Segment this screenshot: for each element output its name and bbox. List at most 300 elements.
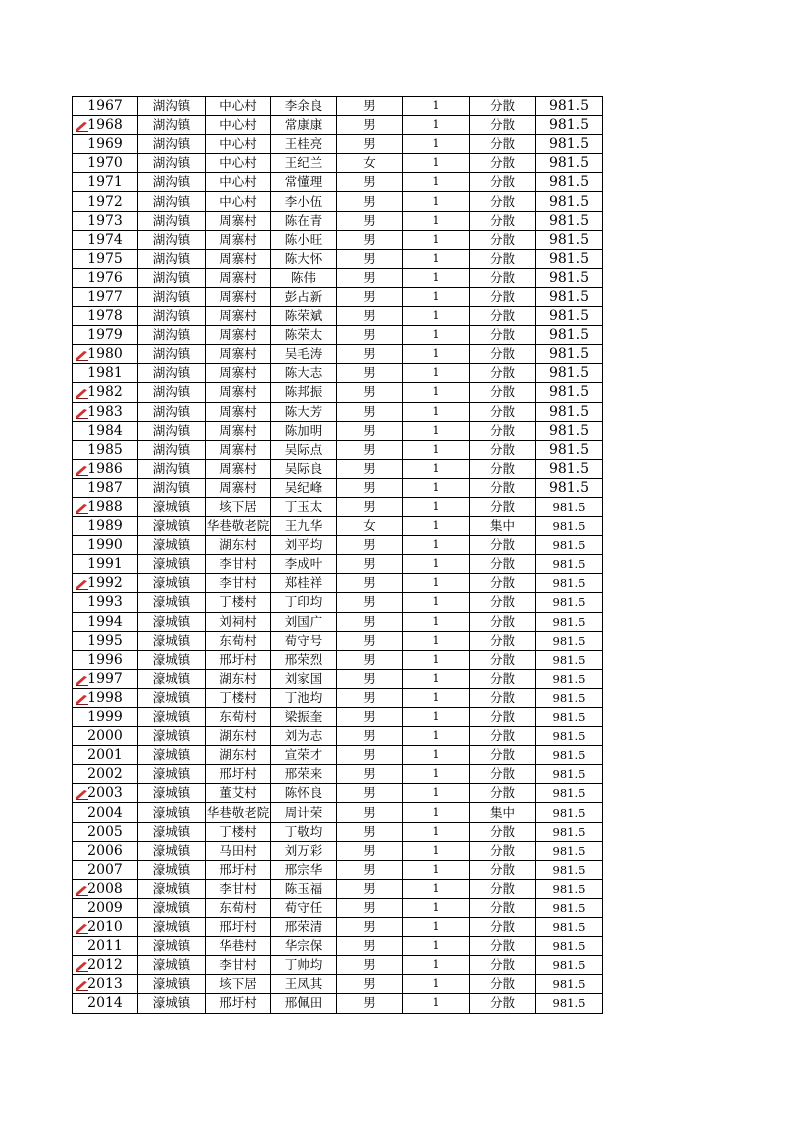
id-cell[interactable]: [73, 421, 138, 440]
count-cell[interactable]: 1: [403, 517, 470, 536]
town-cell[interactable]: 濠城镇: [138, 555, 206, 574]
village-cell[interactable]: 马田村: [206, 841, 271, 860]
village-cell[interactable]: 湖东村: [206, 669, 271, 688]
count-cell[interactable]: 1: [403, 803, 470, 822]
name-cell[interactable]: 陈邦振: [271, 383, 337, 402]
type-cell[interactable]: 分散: [470, 937, 536, 956]
amount-cell[interactable]: 981.5: [536, 765, 603, 784]
id-cell[interactable]: [73, 650, 138, 669]
count-cell[interactable]: 1: [403, 898, 470, 917]
name-cell[interactable]: 丁印均: [271, 593, 337, 612]
amount-cell[interactable]: 981.5: [536, 517, 603, 536]
village-cell[interactable]: 邢圩村: [206, 650, 271, 669]
type-cell[interactable]: 分散: [470, 727, 536, 746]
type-cell[interactable]: 分散: [470, 593, 536, 612]
town-cell[interactable]: 湖沟镇: [138, 192, 206, 211]
id-cell[interactable]: [73, 116, 138, 135]
amount-cell[interactable]: 981.5: [536, 879, 603, 898]
count-cell[interactable]: 1: [403, 135, 470, 154]
name-cell[interactable]: 刘家国: [271, 669, 337, 688]
count-cell[interactable]: 1: [403, 708, 470, 727]
count-cell[interactable]: 1: [403, 173, 470, 192]
gender-cell[interactable]: 男: [337, 937, 403, 956]
village-cell[interactable]: 周寨村: [206, 345, 271, 364]
amount-cell[interactable]: 981.5: [536, 860, 603, 879]
id-cell[interactable]: [73, 746, 138, 765]
count-cell[interactable]: 1: [403, 841, 470, 860]
count-cell[interactable]: 1: [403, 784, 470, 803]
type-cell[interactable]: 分散: [470, 879, 536, 898]
village-cell[interactable]: 周寨村: [206, 459, 271, 478]
count-cell[interactable]: 1: [403, 937, 470, 956]
gender-cell[interactable]: 男: [337, 173, 403, 192]
gender-cell[interactable]: 男: [337, 803, 403, 822]
type-cell[interactable]: 分散: [470, 402, 536, 421]
type-cell[interactable]: 分散: [470, 898, 536, 917]
town-cell[interactable]: 湖沟镇: [138, 440, 206, 459]
gender-cell[interactable]: 男: [337, 268, 403, 287]
gender-cell[interactable]: 男: [337, 536, 403, 555]
town-cell[interactable]: 濠城镇: [138, 688, 206, 707]
name-cell[interactable]: 刘平均: [271, 536, 337, 555]
id-cell[interactable]: [73, 994, 138, 1013]
id-cell[interactable]: [73, 478, 138, 497]
town-cell[interactable]: 濠城镇: [138, 517, 206, 536]
amount-cell[interactable]: 981.5: [536, 230, 603, 249]
village-cell[interactable]: 邢圩村: [206, 860, 271, 879]
amount-cell[interactable]: 981.5: [536, 154, 603, 173]
count-cell[interactable]: 1: [403, 421, 470, 440]
town-cell[interactable]: 濠城镇: [138, 574, 206, 593]
gender-cell[interactable]: 男: [337, 478, 403, 497]
name-cell[interactable]: 陈伟: [271, 268, 337, 287]
name-cell[interactable]: 丁帅均: [271, 956, 337, 975]
name-cell[interactable]: 邢荣烈: [271, 650, 337, 669]
type-cell[interactable]: 分散: [470, 784, 536, 803]
name-cell[interactable]: 刘国广: [271, 612, 337, 631]
type-cell[interactable]: 分散: [470, 612, 536, 631]
gender-cell[interactable]: 男: [337, 287, 403, 306]
id-cell[interactable]: [73, 688, 138, 707]
village-cell[interactable]: 中心村: [206, 135, 271, 154]
gender-cell[interactable]: 男: [337, 192, 403, 211]
count-cell[interactable]: 1: [403, 230, 470, 249]
amount-cell[interactable]: 981.5: [536, 574, 603, 593]
id-cell[interactable]: [73, 268, 138, 287]
amount-cell[interactable]: 981.5: [536, 287, 603, 306]
amount-cell[interactable]: 981.5: [536, 975, 603, 994]
count-cell[interactable]: 1: [403, 650, 470, 669]
town-cell[interactable]: 濠城镇: [138, 822, 206, 841]
amount-cell[interactable]: 981.5: [536, 135, 603, 154]
type-cell[interactable]: 分散: [470, 459, 536, 478]
town-cell[interactable]: 濠城镇: [138, 784, 206, 803]
name-cell[interactable]: 郑桂祥: [271, 574, 337, 593]
type-cell[interactable]: 集中: [470, 803, 536, 822]
id-cell[interactable]: [73, 975, 138, 994]
id-cell[interactable]: [73, 459, 138, 478]
village-cell[interactable]: 刘祠村: [206, 612, 271, 631]
id-cell[interactable]: [73, 364, 138, 383]
gender-cell[interactable]: 男: [337, 459, 403, 478]
id-cell[interactable]: [73, 517, 138, 536]
town-cell[interactable]: 濠城镇: [138, 727, 206, 746]
village-cell[interactable]: 东荀村: [206, 708, 271, 727]
amount-cell[interactable]: 981.5: [536, 631, 603, 650]
id-cell[interactable]: [73, 574, 138, 593]
id-cell[interactable]: [73, 784, 138, 803]
amount-cell[interactable]: 981.5: [536, 97, 603, 116]
id-cell[interactable]: [73, 326, 138, 345]
town-cell[interactable]: 濠城镇: [138, 708, 206, 727]
gender-cell[interactable]: 男: [337, 975, 403, 994]
type-cell[interactable]: 分散: [470, 536, 536, 555]
village-cell[interactable]: 垓下居: [206, 975, 271, 994]
name-cell[interactable]: 陈加明: [271, 421, 337, 440]
village-cell[interactable]: 中心村: [206, 116, 271, 135]
name-cell[interactable]: 梁振奎: [271, 708, 337, 727]
town-cell[interactable]: 濠城镇: [138, 650, 206, 669]
village-cell[interactable]: 周寨村: [206, 287, 271, 306]
type-cell[interactable]: 分散: [470, 860, 536, 879]
id-cell[interactable]: [73, 497, 138, 516]
town-cell[interactable]: 濠城镇: [138, 803, 206, 822]
village-cell[interactable]: 华巷村: [206, 937, 271, 956]
town-cell[interactable]: 濠城镇: [138, 975, 206, 994]
count-cell[interactable]: 1: [403, 459, 470, 478]
gender-cell[interactable]: 男: [337, 784, 403, 803]
type-cell[interactable]: 分散: [470, 765, 536, 784]
id-cell[interactable]: [73, 555, 138, 574]
town-cell[interactable]: 湖沟镇: [138, 326, 206, 345]
gender-cell[interactable]: 男: [337, 326, 403, 345]
amount-cell[interactable]: 981.5: [536, 326, 603, 345]
name-cell[interactable]: 陈怀良: [271, 784, 337, 803]
id-cell[interactable]: [73, 765, 138, 784]
amount-cell[interactable]: 981.5: [536, 956, 603, 975]
amount-cell[interactable]: 981.5: [536, 746, 603, 765]
name-cell[interactable]: 吴际良: [271, 459, 337, 478]
count-cell[interactable]: 1: [403, 593, 470, 612]
village-cell[interactable]: 湖东村: [206, 727, 271, 746]
amount-cell[interactable]: 981.5: [536, 593, 603, 612]
amount-cell[interactable]: 981.5: [536, 211, 603, 230]
town-cell[interactable]: 濠城镇: [138, 497, 206, 516]
town-cell[interactable]: 濠城镇: [138, 765, 206, 784]
name-cell[interactable]: 丁池均: [271, 688, 337, 707]
id-cell[interactable]: [73, 669, 138, 688]
name-cell[interactable]: 丁敬均: [271, 822, 337, 841]
village-cell[interactable]: 周寨村: [206, 402, 271, 421]
count-cell[interactable]: 1: [403, 746, 470, 765]
name-cell[interactable]: 周计荣: [271, 803, 337, 822]
id-cell[interactable]: [73, 383, 138, 402]
name-cell[interactable]: 丁玉太: [271, 497, 337, 516]
town-cell[interactable]: 濠城镇: [138, 898, 206, 917]
count-cell[interactable]: 1: [403, 154, 470, 173]
amount-cell[interactable]: 981.5: [536, 727, 603, 746]
count-cell[interactable]: 1: [403, 249, 470, 268]
id-cell[interactable]: [73, 803, 138, 822]
name-cell[interactable]: 陈大志: [271, 364, 337, 383]
gender-cell[interactable]: 男: [337, 708, 403, 727]
type-cell[interactable]: 分散: [470, 307, 536, 326]
village-cell[interactable]: 中心村: [206, 192, 271, 211]
count-cell[interactable]: 1: [403, 612, 470, 631]
town-cell[interactable]: 湖沟镇: [138, 478, 206, 497]
amount-cell[interactable]: 981.5: [536, 192, 603, 211]
gender-cell[interactable]: 男: [337, 956, 403, 975]
town-cell[interactable]: 湖沟镇: [138, 268, 206, 287]
count-cell[interactable]: 1: [403, 631, 470, 650]
amount-cell[interactable]: 981.5: [536, 536, 603, 555]
town-cell[interactable]: 濠城镇: [138, 956, 206, 975]
gender-cell[interactable]: 男: [337, 364, 403, 383]
gender-cell[interactable]: 男: [337, 307, 403, 326]
type-cell[interactable]: 分散: [470, 268, 536, 287]
count-cell[interactable]: 1: [403, 918, 470, 937]
id-cell[interactable]: [73, 154, 138, 173]
village-cell[interactable]: 李甘村: [206, 555, 271, 574]
gender-cell[interactable]: 男: [337, 746, 403, 765]
id-cell[interactable]: [73, 918, 138, 937]
id-cell[interactable]: [73, 937, 138, 956]
village-cell[interactable]: 周寨村: [206, 421, 271, 440]
type-cell[interactable]: 分散: [470, 994, 536, 1013]
gender-cell[interactable]: 男: [337, 421, 403, 440]
village-cell[interactable]: 湖东村: [206, 536, 271, 555]
town-cell[interactable]: 濠城镇: [138, 746, 206, 765]
town-cell[interactable]: 湖沟镇: [138, 421, 206, 440]
name-cell[interactable]: 李成叶: [271, 555, 337, 574]
count-cell[interactable]: 1: [403, 402, 470, 421]
name-cell[interactable]: 宣荣才: [271, 746, 337, 765]
town-cell[interactable]: 濠城镇: [138, 669, 206, 688]
name-cell[interactable]: 王凤其: [271, 975, 337, 994]
town-cell[interactable]: 濠城镇: [138, 841, 206, 860]
village-cell[interactable]: 周寨村: [206, 440, 271, 459]
gender-cell[interactable]: 男: [337, 879, 403, 898]
gender-cell[interactable]: 男: [337, 612, 403, 631]
name-cell[interactable]: 吴纪峰: [271, 478, 337, 497]
amount-cell[interactable]: 981.5: [536, 421, 603, 440]
count-cell[interactable]: 1: [403, 116, 470, 135]
id-cell[interactable]: [73, 173, 138, 192]
town-cell[interactable]: 湖沟镇: [138, 154, 206, 173]
gender-cell[interactable]: 男: [337, 631, 403, 650]
id-cell[interactable]: [73, 402, 138, 421]
id-cell[interactable]: [73, 192, 138, 211]
type-cell[interactable]: 分散: [470, 173, 536, 192]
type-cell[interactable]: 分散: [470, 688, 536, 707]
name-cell[interactable]: 吴毛涛: [271, 345, 337, 364]
count-cell[interactable]: 1: [403, 879, 470, 898]
village-cell[interactable]: 丁楼村: [206, 688, 271, 707]
name-cell[interactable]: 刘为志: [271, 727, 337, 746]
count-cell[interactable]: 1: [403, 440, 470, 459]
name-cell[interactable]: 王桂亮: [271, 135, 337, 154]
id-cell[interactable]: [73, 956, 138, 975]
gender-cell[interactable]: 男: [337, 994, 403, 1013]
type-cell[interactable]: 分散: [470, 287, 536, 306]
village-cell[interactable]: 垓下居: [206, 497, 271, 516]
id-cell[interactable]: [73, 708, 138, 727]
name-cell[interactable]: 彭占新: [271, 287, 337, 306]
name-cell[interactable]: 常懂理: [271, 173, 337, 192]
amount-cell[interactable]: 981.5: [536, 116, 603, 135]
count-cell[interactable]: 1: [403, 211, 470, 230]
gender-cell[interactable]: 男: [337, 97, 403, 116]
village-cell[interactable]: 东荀村: [206, 631, 271, 650]
name-cell[interactable]: 陈在青: [271, 211, 337, 230]
amount-cell[interactable]: 981.5: [536, 708, 603, 727]
count-cell[interactable]: 1: [403, 307, 470, 326]
amount-cell[interactable]: 981.5: [536, 440, 603, 459]
village-cell[interactable]: 李甘村: [206, 574, 271, 593]
count-cell[interactable]: 1: [403, 574, 470, 593]
gender-cell[interactable]: 男: [337, 574, 403, 593]
amount-cell[interactable]: 981.5: [536, 249, 603, 268]
count-cell[interactable]: 1: [403, 97, 470, 116]
name-cell[interactable]: 邢荣清: [271, 918, 337, 937]
town-cell[interactable]: 濠城镇: [138, 536, 206, 555]
amount-cell[interactable]: 981.5: [536, 555, 603, 574]
type-cell[interactable]: 分散: [470, 345, 536, 364]
type-cell[interactable]: 分散: [470, 383, 536, 402]
id-cell[interactable]: [73, 860, 138, 879]
village-cell[interactable]: 中心村: [206, 154, 271, 173]
name-cell[interactable]: 常康康: [271, 116, 337, 135]
type-cell[interactable]: 分散: [470, 249, 536, 268]
id-cell[interactable]: [73, 307, 138, 326]
gender-cell[interactable]: 男: [337, 822, 403, 841]
name-cell[interactable]: 王九华: [271, 517, 337, 536]
gender-cell[interactable]: 男: [337, 555, 403, 574]
gender-cell[interactable]: 男: [337, 345, 403, 364]
type-cell[interactable]: 分散: [470, 116, 536, 135]
gender-cell[interactable]: 男: [337, 918, 403, 937]
village-cell[interactable]: 丁楼村: [206, 822, 271, 841]
gender-cell[interactable]: 男: [337, 249, 403, 268]
amount-cell[interactable]: 981.5: [536, 898, 603, 917]
id-cell[interactable]: [73, 593, 138, 612]
name-cell[interactable]: 吴际点: [271, 440, 337, 459]
name-cell[interactable]: 华宗保: [271, 937, 337, 956]
gender-cell[interactable]: 男: [337, 593, 403, 612]
village-cell[interactable]: 丁楼村: [206, 593, 271, 612]
count-cell[interactable]: 1: [403, 688, 470, 707]
town-cell[interactable]: 濠城镇: [138, 631, 206, 650]
town-cell[interactable]: 濠城镇: [138, 994, 206, 1013]
town-cell[interactable]: 湖沟镇: [138, 402, 206, 421]
id-cell[interactable]: [73, 631, 138, 650]
amount-cell[interactable]: 981.5: [536, 803, 603, 822]
village-cell[interactable]: 周寨村: [206, 307, 271, 326]
town-cell[interactable]: 湖沟镇: [138, 116, 206, 135]
amount-cell[interactable]: 981.5: [536, 822, 603, 841]
town-cell[interactable]: 濠城镇: [138, 860, 206, 879]
type-cell[interactable]: 分散: [470, 211, 536, 230]
count-cell[interactable]: 1: [403, 497, 470, 516]
gender-cell[interactable]: 男: [337, 230, 403, 249]
village-cell[interactable]: 周寨村: [206, 478, 271, 497]
count-cell[interactable]: 1: [403, 822, 470, 841]
type-cell[interactable]: 分散: [470, 326, 536, 345]
town-cell[interactable]: 湖沟镇: [138, 383, 206, 402]
id-cell[interactable]: [73, 135, 138, 154]
type-cell[interactable]: 分散: [470, 555, 536, 574]
id-cell[interactable]: [73, 612, 138, 631]
village-cell[interactable]: 周寨村: [206, 249, 271, 268]
town-cell[interactable]: 濠城镇: [138, 937, 206, 956]
town-cell[interactable]: 湖沟镇: [138, 135, 206, 154]
town-cell[interactable]: 湖沟镇: [138, 173, 206, 192]
id-cell[interactable]: [73, 249, 138, 268]
gender-cell[interactable]: 男: [337, 898, 403, 917]
count-cell[interactable]: 1: [403, 994, 470, 1013]
amount-cell[interactable]: 981.5: [536, 478, 603, 497]
amount-cell[interactable]: 981.5: [536, 364, 603, 383]
id-cell[interactable]: [73, 879, 138, 898]
type-cell[interactable]: 分散: [470, 574, 536, 593]
type-cell[interactable]: 分散: [470, 650, 536, 669]
name-cell[interactable]: 荀守任: [271, 898, 337, 917]
count-cell[interactable]: 1: [403, 345, 470, 364]
type-cell[interactable]: 分散: [470, 154, 536, 173]
type-cell[interactable]: 分散: [470, 421, 536, 440]
town-cell[interactable]: 湖沟镇: [138, 97, 206, 116]
count-cell[interactable]: 1: [403, 975, 470, 994]
name-cell[interactable]: 李余良: [271, 97, 337, 116]
gender-cell[interactable]: 男: [337, 727, 403, 746]
type-cell[interactable]: 分散: [470, 192, 536, 211]
gender-cell[interactable]: 男: [337, 860, 403, 879]
id-cell[interactable]: [73, 822, 138, 841]
id-cell[interactable]: [73, 287, 138, 306]
village-cell[interactable]: 周寨村: [206, 230, 271, 249]
id-cell[interactable]: [73, 440, 138, 459]
village-cell[interactable]: 董艾村: [206, 784, 271, 803]
type-cell[interactable]: 分散: [470, 230, 536, 249]
amount-cell[interactable]: 981.5: [536, 669, 603, 688]
town-cell[interactable]: 湖沟镇: [138, 211, 206, 230]
count-cell[interactable]: 1: [403, 287, 470, 306]
amount-cell[interactable]: 981.5: [536, 994, 603, 1013]
amount-cell[interactable]: 981.5: [536, 784, 603, 803]
gender-cell[interactable]: 男: [337, 497, 403, 516]
count-cell[interactable]: 1: [403, 536, 470, 555]
name-cell[interactable]: 邢佩田: [271, 994, 337, 1013]
name-cell[interactable]: 荀守号: [271, 631, 337, 650]
village-cell[interactable]: 周寨村: [206, 211, 271, 230]
village-cell[interactable]: 周寨村: [206, 383, 271, 402]
village-cell[interactable]: 周寨村: [206, 326, 271, 345]
amount-cell[interactable]: 981.5: [536, 383, 603, 402]
town-cell[interactable]: 湖沟镇: [138, 230, 206, 249]
type-cell[interactable]: 分散: [470, 497, 536, 516]
type-cell[interactable]: 分散: [470, 669, 536, 688]
gender-cell[interactable]: 男: [337, 765, 403, 784]
village-cell[interactable]: 周寨村: [206, 364, 271, 383]
count-cell[interactable]: 1: [403, 669, 470, 688]
count-cell[interactable]: 1: [403, 860, 470, 879]
type-cell[interactable]: 分散: [470, 975, 536, 994]
name-cell[interactable]: 陈荣太: [271, 326, 337, 345]
count-cell[interactable]: 1: [403, 326, 470, 345]
village-cell[interactable]: 邢圩村: [206, 765, 271, 784]
type-cell[interactable]: 分散: [470, 918, 536, 937]
id-cell[interactable]: [73, 345, 138, 364]
